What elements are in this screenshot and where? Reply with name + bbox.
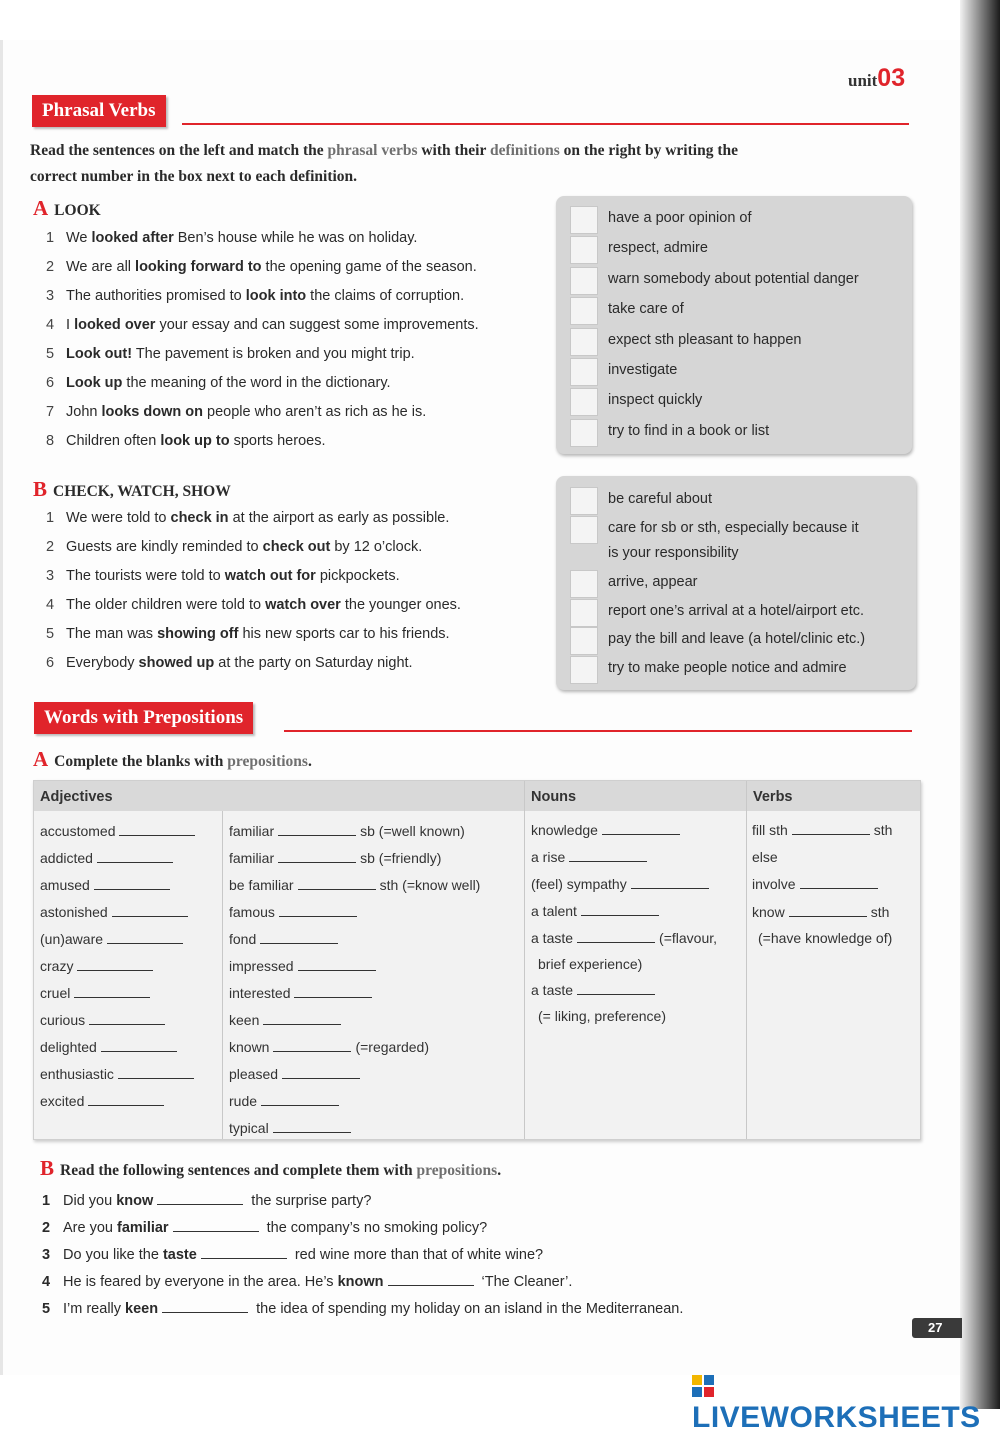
sentence-number: 3 bbox=[46, 288, 55, 304]
answer-box[interactable] bbox=[570, 570, 598, 598]
table-cell bbox=[758, 930, 892, 946]
sentence-number: 4 bbox=[46, 597, 55, 613]
table-cell bbox=[40, 985, 154, 1001]
blank-input[interactable] bbox=[273, 1039, 351, 1052]
noun-sense: (=flavour, bbox=[659, 930, 718, 946]
key-word: known bbox=[337, 1274, 384, 1290]
answer-box[interactable] bbox=[570, 358, 598, 386]
blank-input[interactable] bbox=[800, 876, 878, 889]
sentence-text: the company’s no smoking policy? bbox=[262, 1220, 488, 1236]
sentence-text: Children often bbox=[66, 433, 161, 449]
blank-input[interactable] bbox=[107, 931, 183, 944]
adjective-word: (un)aware bbox=[40, 931, 104, 947]
phrasal-verb: Look out! bbox=[66, 346, 133, 362]
blank-input[interactable] bbox=[263, 1012, 341, 1025]
blank-input[interactable] bbox=[278, 823, 356, 836]
sentence-row bbox=[46, 311, 479, 340]
sentence-text: people who aren’t as rich as he is. bbox=[202, 404, 427, 420]
definition-text: inspect quickly bbox=[608, 392, 703, 408]
sentence-row bbox=[46, 504, 461, 533]
table-cell bbox=[229, 904, 361, 920]
phrasal-instruction bbox=[30, 138, 910, 190]
blank-input[interactable] bbox=[260, 931, 338, 944]
sentence-text: I’m really bbox=[63, 1301, 126, 1317]
sentence-number: 3 bbox=[42, 1247, 51, 1263]
sentence-text: We are all bbox=[66, 259, 136, 275]
noun-word: (feel) sympathy bbox=[531, 876, 627, 892]
sentence-text: your essay and can suggest some improvements. bbox=[155, 317, 479, 333]
unit-number: 03 bbox=[877, 64, 906, 92]
adjective-word: enthusiastic bbox=[40, 1066, 114, 1082]
phrasal-verbs-header bbox=[32, 95, 912, 131]
check-watch-show-sentences bbox=[46, 504, 461, 678]
sentence-row bbox=[46, 369, 479, 398]
blank-input[interactable] bbox=[792, 822, 870, 835]
key-word: keen bbox=[125, 1301, 159, 1317]
table-cell bbox=[752, 904, 889, 920]
table-cell bbox=[40, 823, 199, 839]
instruction-highlight: prepositions bbox=[416, 1162, 498, 1179]
blank-input[interactable] bbox=[112, 904, 188, 917]
table-cell bbox=[40, 1039, 181, 1055]
noun-word: a taste bbox=[531, 930, 574, 946]
table-cell bbox=[229, 1120, 355, 1136]
unit-label bbox=[848, 64, 905, 93]
adjective-word: addicted bbox=[40, 850, 93, 866]
adjective-word: typical bbox=[229, 1120, 269, 1136]
sentence-text: The tourists were told to bbox=[66, 568, 225, 584]
table-cell bbox=[40, 1066, 198, 1082]
adjective-word: accustomed bbox=[40, 823, 116, 839]
table-cell bbox=[229, 1066, 364, 1082]
answer-box[interactable] bbox=[570, 388, 598, 416]
blank-input[interactable] bbox=[201, 1246, 287, 1259]
answer-box[interactable] bbox=[570, 297, 598, 325]
definition-text: warn somebody about potential danger bbox=[608, 271, 859, 287]
sentence-text: We were told to bbox=[66, 510, 171, 526]
blank-input[interactable] bbox=[119, 823, 195, 836]
phrasal-verb: looking forward to bbox=[135, 259, 262, 275]
instruction-highlight: prepositions bbox=[227, 753, 308, 770]
phrasal-verb: showed up bbox=[138, 655, 215, 671]
table-cell bbox=[752, 849, 778, 865]
table-cell bbox=[538, 956, 642, 972]
table-cell bbox=[229, 877, 480, 893]
sentence-text: John bbox=[66, 404, 102, 420]
instruction-text: Read the sentences on the left and match the bbox=[30, 142, 328, 159]
phrasal-verbs-title: Phrasal Verbs bbox=[32, 95, 166, 127]
phrasal-verb: check out bbox=[262, 539, 331, 555]
liveworksheets-logo bbox=[692, 1370, 1000, 1434]
instruction-highlight: definitions bbox=[489, 142, 560, 159]
blank-input[interactable] bbox=[157, 1192, 243, 1205]
subsection-title: LOOK bbox=[54, 202, 101, 219]
subsection-title: CHECK, WATCH, SHOW bbox=[53, 483, 231, 500]
blank-input[interactable] bbox=[89, 1012, 165, 1025]
table-cell bbox=[752, 876, 882, 892]
adjective-word: impressed bbox=[229, 958, 294, 974]
adjective-word: crazy bbox=[40, 958, 74, 974]
phrasal-verb: looked over bbox=[74, 317, 156, 333]
sentence-number: 5 bbox=[46, 626, 55, 642]
blank-input[interactable] bbox=[162, 1300, 248, 1313]
blank-input[interactable] bbox=[602, 822, 680, 835]
sentence-row bbox=[46, 340, 479, 369]
sentence-text: red wine more than that of white wine? bbox=[290, 1247, 544, 1263]
sentence-number: 7 bbox=[46, 404, 55, 420]
fill-sentence bbox=[42, 1300, 683, 1317]
blank-input[interactable] bbox=[631, 876, 709, 889]
instruction-text: . bbox=[497, 1162, 502, 1179]
table-cell bbox=[531, 903, 663, 919]
table-cell bbox=[752, 822, 892, 838]
sentence-text: at the party on Saturday night. bbox=[214, 655, 413, 671]
adjective-word: keen bbox=[229, 1012, 260, 1028]
noun-word: a talent bbox=[531, 903, 577, 919]
definition-text: investigate bbox=[608, 362, 678, 378]
sentence-text: We bbox=[66, 230, 92, 246]
adjective-word: excited bbox=[40, 1093, 85, 1109]
subsection-letter: A bbox=[33, 196, 49, 220]
instruction-text: correct number in the box next to each definition. bbox=[30, 168, 358, 185]
sentence-number: 2 bbox=[42, 1220, 51, 1236]
sentence-text: Ben’s house while he was on holiday. bbox=[173, 230, 418, 246]
phrasal-verb: looks down on bbox=[101, 404, 203, 420]
sentence-number: 8 bbox=[46, 433, 55, 449]
sentence-text: sports heroes. bbox=[229, 433, 326, 449]
answer-box[interactable] bbox=[570, 206, 598, 234]
sentence-text: He is feared by everyone in the area. He’s bbox=[63, 1274, 338, 1290]
blank-input[interactable] bbox=[74, 985, 150, 998]
adjective-word: rude bbox=[229, 1093, 258, 1109]
blank-input[interactable] bbox=[77, 958, 153, 971]
definition-text: pay the bill and leave (a hotel/clinic etc.) bbox=[608, 631, 866, 647]
subsection-a-look bbox=[33, 196, 101, 221]
prepositions-table bbox=[33, 780, 921, 1140]
fill-sentence bbox=[42, 1273, 572, 1290]
sentence-number: 3 bbox=[46, 568, 55, 584]
sentence-text: Guests are kindly reminded to bbox=[66, 539, 263, 555]
table-cell bbox=[229, 1093, 343, 1109]
sentence-row bbox=[46, 562, 461, 591]
table-cell bbox=[40, 1012, 169, 1028]
instruction-text: with their bbox=[417, 142, 490, 159]
table-cell bbox=[531, 982, 659, 998]
subsection-letter: A bbox=[33, 747, 49, 771]
sentence-text: at the airport as early as possible. bbox=[228, 510, 450, 526]
sentence-text: The authorities promised to bbox=[66, 288, 246, 304]
answer-box[interactable] bbox=[570, 236, 598, 264]
blank-input[interactable] bbox=[88, 1093, 164, 1106]
fill-sentence bbox=[42, 1219, 487, 1236]
sentence-text: The man was bbox=[66, 626, 158, 642]
verb-word: fill sth bbox=[752, 822, 788, 838]
sentence-number: 4 bbox=[46, 317, 55, 333]
prepositions-b-instruction bbox=[40, 1156, 501, 1181]
sentence-number: 2 bbox=[46, 539, 55, 555]
adjective-word: amused bbox=[40, 877, 90, 893]
sentence-number: 1 bbox=[46, 510, 55, 526]
sentence-text: Do you like the bbox=[63, 1247, 163, 1263]
noun-word: knowledge bbox=[531, 822, 598, 838]
sentence-number: 1 bbox=[42, 1193, 51, 1209]
phrasal-verb: looked after bbox=[91, 230, 174, 246]
verb-word: else bbox=[752, 849, 778, 865]
check-watch-show-definitions-box bbox=[556, 476, 916, 690]
definition-text: try to find in a book or list bbox=[608, 423, 770, 439]
table-cell bbox=[40, 904, 192, 920]
blank-input[interactable] bbox=[581, 903, 659, 916]
sentence-text: by 12 o’clock. bbox=[330, 539, 423, 555]
definition-text: report one’s arrival at a hotel/airport etc. bbox=[608, 603, 865, 619]
blank-input[interactable] bbox=[278, 850, 356, 863]
blank-input[interactable] bbox=[577, 982, 655, 995]
definition-text: be careful about bbox=[608, 491, 712, 507]
verb-word: know bbox=[752, 904, 785, 920]
sentence-row bbox=[46, 533, 461, 562]
adjective-word: pleased bbox=[229, 1066, 279, 1082]
adjective-word: curious bbox=[40, 1012, 86, 1028]
header-adjectives: Adjectives bbox=[34, 781, 524, 811]
sentence-text: I bbox=[66, 317, 75, 333]
table-cell bbox=[229, 985, 376, 1001]
blank-input[interactable] bbox=[97, 850, 173, 863]
fill-sentence bbox=[42, 1246, 543, 1263]
phrasal-verb: look into bbox=[245, 288, 307, 304]
sentence-number: 6 bbox=[46, 375, 55, 391]
answer-box[interactable] bbox=[570, 267, 598, 295]
key-word: familiar bbox=[117, 1220, 169, 1236]
instruction-highlight: phrasal verbs bbox=[327, 142, 418, 159]
header-verbs: Verbs bbox=[746, 781, 920, 811]
blank-input[interactable] bbox=[569, 849, 647, 862]
fill-sentence bbox=[42, 1192, 371, 1209]
sentence-number: 2 bbox=[46, 259, 55, 275]
adjective-sense: sth (=know well) bbox=[379, 877, 481, 893]
sentence-row bbox=[46, 282, 479, 311]
sentence-text: his new sports car to his friends. bbox=[238, 626, 450, 642]
blank-input[interactable] bbox=[101, 1039, 177, 1052]
sentence-text: Are you bbox=[63, 1220, 117, 1236]
sentence-text: The pavement is broken and you might trip. bbox=[132, 346, 415, 362]
instruction-text: on the right by writing the bbox=[559, 142, 738, 159]
verb-word: involve bbox=[752, 876, 796, 892]
definition-text: arrive, appear bbox=[608, 574, 698, 590]
blank-input[interactable] bbox=[282, 1066, 360, 1079]
blank-input[interactable] bbox=[273, 1120, 351, 1133]
adjective-sense: sb (=friendly) bbox=[360, 850, 442, 866]
table-cell bbox=[229, 1012, 345, 1028]
sentence-text: Did you bbox=[63, 1193, 117, 1209]
definition-text: take care of bbox=[608, 301, 684, 317]
blank-input[interactable] bbox=[173, 1219, 259, 1232]
adjective-word: familiar bbox=[229, 850, 275, 866]
table-cell bbox=[229, 1039, 429, 1055]
table-cell bbox=[538, 1008, 666, 1024]
subsection-b-check-watch-show bbox=[33, 477, 231, 502]
sentence-row bbox=[46, 591, 461, 620]
adjective-word: cruel bbox=[40, 985, 71, 1001]
phrasal-verb: Look up bbox=[66, 375, 123, 391]
table-cell bbox=[531, 822, 684, 838]
header-rule bbox=[182, 123, 909, 125]
blank-input[interactable] bbox=[294, 985, 372, 998]
answer-box[interactable] bbox=[570, 627, 598, 655]
instruction-text: Read the following sentences and complete them with bbox=[60, 1162, 417, 1179]
blank-input[interactable] bbox=[279, 904, 357, 917]
adjective-word: interested bbox=[229, 985, 291, 1001]
blank-input[interactable] bbox=[298, 877, 376, 890]
sentence-text: the claims of corruption. bbox=[306, 288, 465, 304]
blank-input[interactable] bbox=[388, 1273, 474, 1286]
verb-sense: sth bbox=[873, 822, 893, 838]
noun-word: a rise bbox=[531, 849, 566, 865]
instruction-text: . bbox=[307, 753, 312, 770]
table-cell bbox=[40, 877, 174, 893]
subsection-letter: B bbox=[33, 477, 48, 501]
phrasal-verb: watch out for bbox=[224, 568, 316, 584]
blank-input[interactable] bbox=[789, 904, 867, 917]
logo-grid-icon bbox=[692, 1375, 714, 1397]
table-cell bbox=[229, 931, 342, 947]
page-number: 27 bbox=[912, 1318, 962, 1338]
adjective-word: astonished bbox=[40, 904, 108, 920]
definition-text: try to make people notice and admire bbox=[608, 660, 847, 676]
header-rule bbox=[284, 730, 912, 732]
adjective-word: familiar bbox=[229, 823, 275, 839]
verb-sense: (=have knowledge of) bbox=[758, 930, 893, 946]
words-with-prepositions-title: Words with Prepositions bbox=[34, 702, 253, 734]
sentence-row bbox=[46, 649, 461, 678]
logo-text: LIVEWORKSHEETS bbox=[692, 1401, 981, 1434]
adjective-sense: sb (=well known) bbox=[360, 823, 465, 839]
instruction-text: Complete the blanks with bbox=[54, 753, 228, 770]
table-cell bbox=[531, 876, 713, 892]
definition-text: is your responsibility bbox=[608, 545, 739, 561]
subsection-letter: B bbox=[40, 1156, 55, 1180]
definition-text: have a poor opinion of bbox=[608, 210, 752, 226]
answer-box[interactable] bbox=[570, 487, 598, 515]
sentence-number: 6 bbox=[46, 655, 55, 671]
table-cell bbox=[40, 850, 177, 866]
blank-input[interactable] bbox=[94, 877, 170, 890]
sentence-text: the surprise party? bbox=[247, 1193, 372, 1209]
key-word: know bbox=[116, 1193, 154, 1209]
blank-input[interactable] bbox=[118, 1066, 194, 1079]
table-cell bbox=[229, 850, 441, 866]
look-sentences bbox=[46, 224, 479, 456]
sentence-text: Everybody bbox=[66, 655, 139, 671]
table-cell bbox=[229, 823, 465, 839]
sentence-text: the meaning of the word in the dictionary. bbox=[122, 375, 391, 391]
phrasal-verb: showing off bbox=[157, 626, 239, 642]
sentence-row bbox=[46, 224, 479, 253]
answer-box[interactable] bbox=[570, 516, 598, 544]
table-cell bbox=[40, 1093, 168, 1109]
words-with-prepositions-header bbox=[34, 702, 914, 738]
sentence-number: 4 bbox=[42, 1274, 51, 1290]
noun-sense: (= liking, preference) bbox=[538, 1008, 667, 1024]
blank-input[interactable] bbox=[577, 930, 655, 943]
sentence-number: 5 bbox=[46, 346, 55, 362]
definition-text: respect, admire bbox=[608, 240, 708, 256]
adjective-word: be familiar bbox=[229, 877, 294, 893]
header-nouns: Nouns bbox=[524, 781, 746, 811]
table-cell bbox=[40, 958, 157, 974]
answer-box[interactable] bbox=[570, 419, 598, 447]
noun-word: a taste bbox=[531, 982, 574, 998]
adjective-word: known bbox=[229, 1039, 270, 1055]
sentence-row bbox=[46, 620, 461, 649]
sentence-row bbox=[46, 427, 479, 456]
book-spine-shadow bbox=[960, 0, 1000, 1409]
sentence-text: the idea of spending my holiday on an island in the Mediterranean. bbox=[252, 1301, 684, 1317]
phrasal-verb: look up to bbox=[160, 433, 230, 449]
phrasal-verb: watch over bbox=[265, 597, 341, 613]
blank-input[interactable] bbox=[261, 1093, 339, 1106]
sentence-number: 1 bbox=[46, 230, 55, 246]
prepositions-a-instruction bbox=[33, 747, 312, 772]
sentence-row bbox=[46, 253, 479, 282]
sentence-text: ‘The Cleaner’. bbox=[477, 1274, 573, 1290]
definition-text: care for sb or sth, especially because it bbox=[608, 520, 859, 536]
adjective-sense: (=regarded) bbox=[355, 1039, 430, 1055]
phrasal-verb: check in bbox=[170, 510, 229, 526]
sentence-number: 5 bbox=[42, 1301, 51, 1317]
adjective-word: famous bbox=[229, 904, 275, 920]
sentence-text: pickpockets. bbox=[315, 568, 400, 584]
sentence-row bbox=[46, 398, 479, 427]
key-word: taste bbox=[162, 1247, 197, 1263]
look-definitions-box bbox=[556, 196, 912, 454]
answer-box[interactable] bbox=[570, 599, 598, 627]
table-cell bbox=[40, 931, 187, 947]
definition-text: expect sth pleasant to happen bbox=[608, 332, 802, 348]
blank-input[interactable] bbox=[298, 958, 376, 971]
verb-sense: sth bbox=[870, 904, 890, 920]
table-cell bbox=[531, 930, 717, 946]
top-margin bbox=[0, 0, 1000, 42]
answer-box[interactable] bbox=[570, 328, 598, 356]
table-cell bbox=[531, 849, 651, 865]
sentence-text: the opening game of the season. bbox=[261, 259, 477, 275]
adjective-word: delighted bbox=[40, 1039, 97, 1055]
noun-sense: brief experience) bbox=[538, 956, 643, 972]
sentence-text: The older children were told to bbox=[66, 597, 266, 613]
adjective-word: fond bbox=[229, 931, 257, 947]
table-cell bbox=[229, 958, 380, 974]
sentence-text: the younger ones. bbox=[340, 597, 461, 613]
answer-box[interactable] bbox=[570, 656, 598, 684]
unit-word: unit bbox=[848, 71, 878, 90]
